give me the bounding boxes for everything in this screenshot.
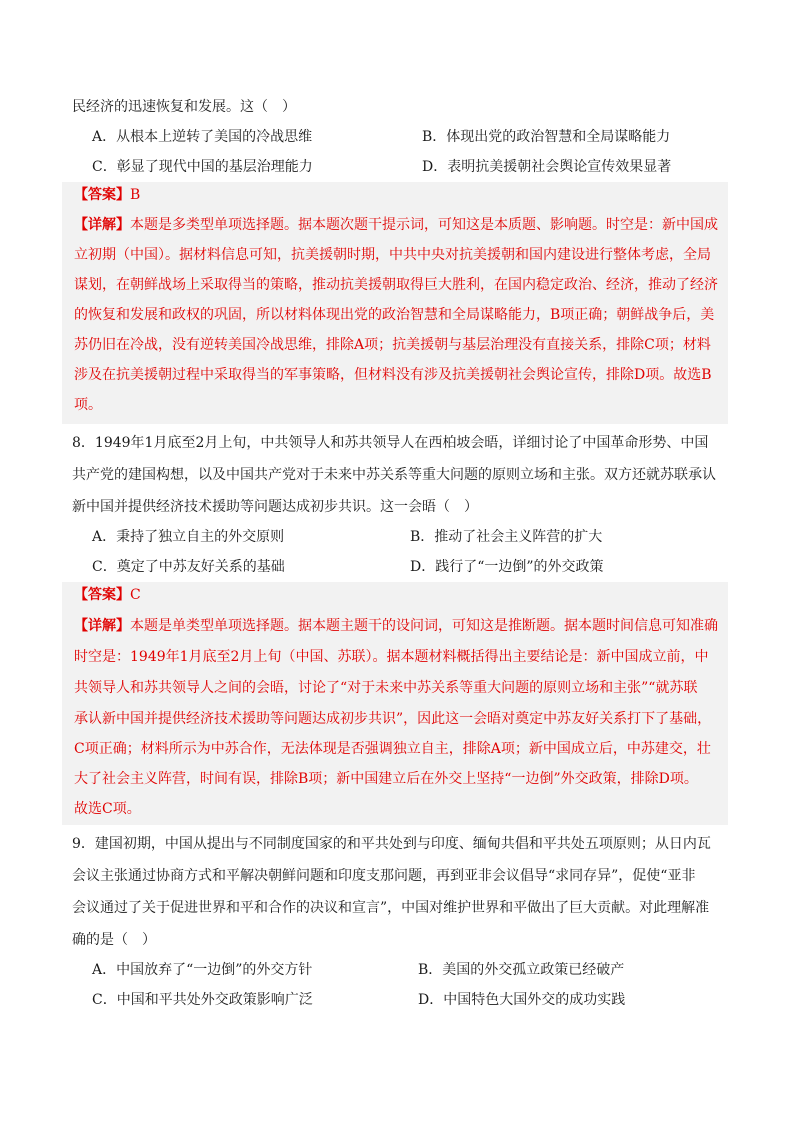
q9-stem-line: 确的是（ ） — [72, 932, 156, 948]
q7-detail-line: 的恢复和发展和政权的巩固，所以材料体现出党的政治智慧和全局谋略能力，B项正确；朝鲜战争后，美 — [74, 307, 715, 323]
q8-detail-line: 时空是：1949年1月底至2月上旬（中国、苏联）。据本题材料概括得出主要结论是：新中国成立前，中 — [74, 649, 709, 665]
q7-detail-text: 本题是多类型单项选择题。据本题次题干提示词，可知这是本质题、影响题。时空是：新中国成 — [130, 217, 718, 233]
q8-option-b: B．推动了社会主义阵营的扩大 — [410, 529, 603, 545]
q7-detail-line: 立初期（中国）。据材料信息可知，抗美援朝时期，中共中央对抗美援朝和国内建设进行整体考虑，全局 — [74, 247, 711, 263]
q7-option-d: D．表明抗美援朝社会舆论宣传效果显著 — [422, 159, 672, 175]
q9-stem-line: 9．建国初期，中国从提出与不同制度国家的和平共处到与印度、缅甸共倡和平共处五项原则；从日内瓦 — [72, 836, 711, 852]
q9-stem-line: 会议主张通过协商方式和平解决朝鲜问题和印度支那问题，再到亚非会议倡导“求同存异”，促使“亚非 — [72, 868, 696, 884]
q8-answer-line — [74, 585, 141, 605]
q8-answer-tag: 【答案】 — [74, 587, 130, 603]
q7-detail-line: 涉及在抗美援朝过程中采取得当的军事策略，但材料没有涉及抗美援朝社会舆论宣传，排除D项。故选B — [74, 367, 712, 383]
q8-detail-line: 大了社会主义阵营，时间有误，排除B项；新中国建立后在外交上坚持“一边倒”外交政策，排除D项。 — [74, 771, 698, 787]
q9-option-a: A．中国放弃了“一边倒”的外交方针 — [92, 962, 313, 978]
q8-detail-line: 故选C项。 — [74, 801, 141, 817]
q9-option-b: B．美国的外交孤立政策已经破产 — [418, 962, 625, 978]
q7-detail-line: 苏仍旧在冷战，没有逆转美国冷战思维，排除A项；抗美援朝与基层治理没有直接关系，排除C项；材料 — [74, 337, 711, 353]
q8-stem-line: 共产党的建国构想，以及中国共产党对于未来中苏关系等重大问题的原则立场和主张。双方还就苏联承认 — [72, 467, 716, 483]
q7-option-c: C．彰显了现代中国的基层治理能力 — [92, 159, 313, 175]
q8-detail-line — [74, 616, 718, 636]
q7-stem: 民经济的迅速恢复和发展。这（ ） — [72, 99, 296, 115]
q8-answer-box — [62, 582, 728, 825]
q7-answer-line — [74, 185, 140, 205]
q8-detail-line: 共领导人和苏共领导人之间的会晤，讨论了“对于未来中苏关系等重大问题的原则立场和主张”“就苏联 — [74, 680, 698, 696]
q7-detail-line: 谋划，在朝鲜战场上采取得当的策略，推动抗美援朝取得巨大胜利，在国内稳定政治、经济，推动了经济 — [74, 277, 718, 293]
q8-detail-line: C项正确；材料所示为中苏合作，无法体现是否强调独立自主，排除A项；新中国成立后，中苏建交，壮 — [74, 741, 711, 757]
q7-option-b: B．体现出党的政治智慧和全局谋略能力 — [422, 129, 671, 145]
q9-option-d: D．中国特色大国外交的成功实践 — [418, 992, 626, 1008]
q8-option-d: D．践行了“一边倒”的外交政策 — [410, 559, 604, 575]
q7-answer: B — [130, 187, 141, 203]
q7-detail-tag: 【详解】 — [74, 217, 130, 233]
q8-detail-text: 本题是单类型单项选择题。据本题主题干的设问词，可知这是推断题。据本题时间信息可知准确 — [130, 618, 718, 634]
q9-option-c: C．中国和平共处外交政策影响广泛 — [92, 992, 313, 1008]
q7-detail-line — [74, 215, 718, 235]
q8-option-a: A．秉持了独立自主的外交原则 — [92, 529, 285, 545]
q8-answer: C — [130, 587, 141, 603]
q7-option-a: A．从根本上逆转了美国的冷战思维 — [92, 129, 313, 145]
q8-detail-tag: 【详解】 — [74, 618, 130, 634]
q8-stem-line: 8．1949年1月底至2月上旬，中共领导人和苏共领导人在西柏坡会晤，详细讨论了中国革命形势、中国 — [72, 435, 709, 451]
q9-stem-line: 会议通过了关于促进世界和平和合作的决议和宣言”，中国对维护世界和平做出了巨大贡献。对此理解准 — [72, 900, 710, 916]
q7-detail-line: 项。 — [74, 397, 102, 413]
q8-stem-line: 新中国并提供经济技术援助等问题达成初步共识。这一会晤（ ） — [72, 499, 478, 515]
q8-detail-line: 承认新中国并提供经济技术援助等问题达成初步共识”，因此这一会晤对奠定中苏友好关系打下了基础， — [74, 711, 712, 727]
q7-answer-tag: 【答案】 — [74, 187, 130, 203]
q8-option-c: C．奠定了中苏友好关系的基础 — [92, 559, 285, 575]
q7-answer-box — [62, 182, 728, 424]
